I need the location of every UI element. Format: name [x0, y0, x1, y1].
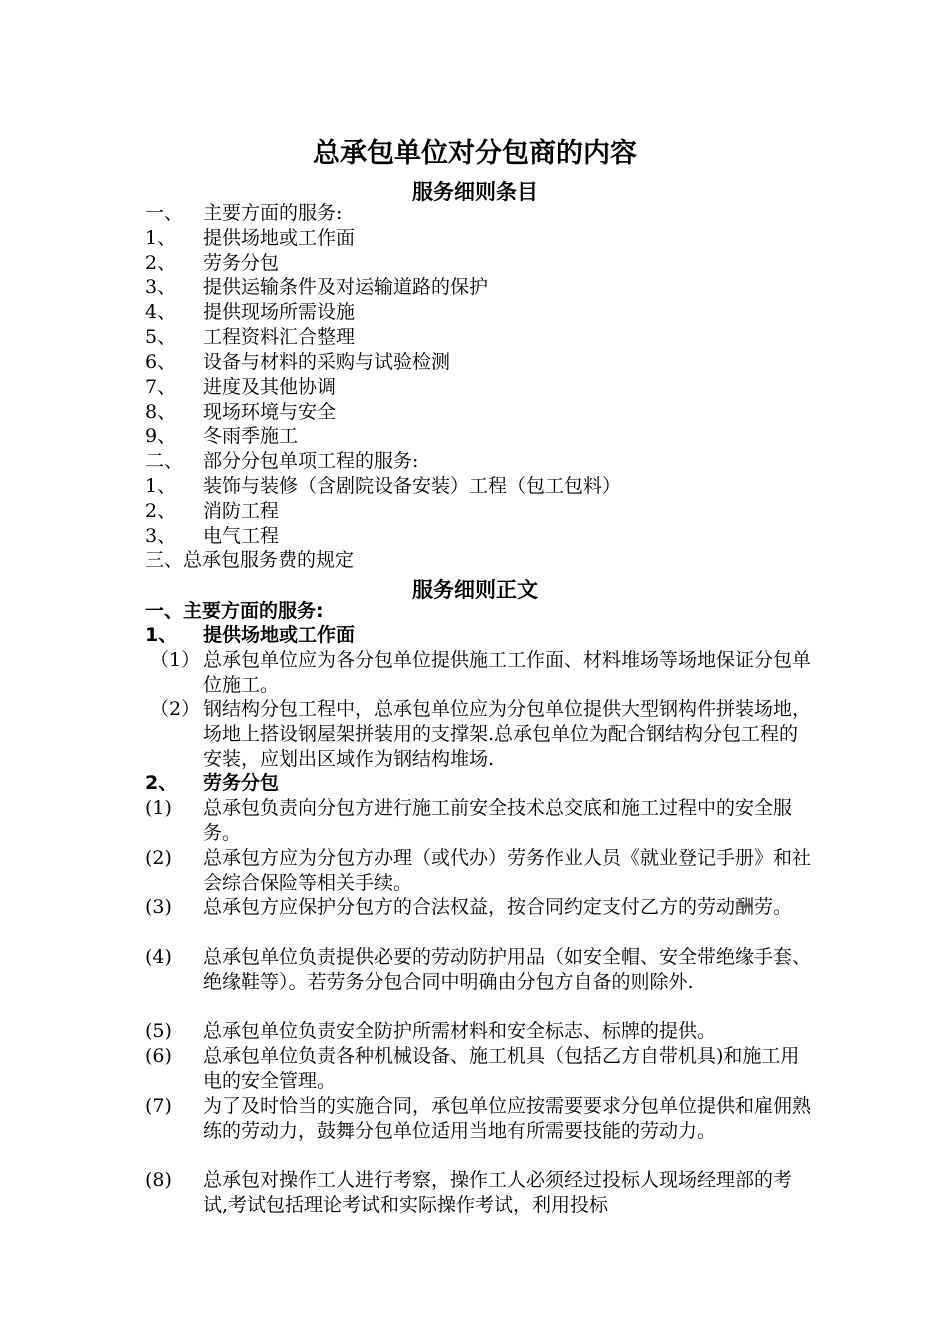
- paragraph-text: 钢结构分包工程中，总承包单位应为分包单位提供大型钢构件拼装场地，场地上搭设钢屋架拼装用的支撑架.总承包单位为配合钢结构分包工程的安装，应划出区域作为钢结构堆场.: [203, 698, 812, 770]
- section-heading: 一、主要方面的服务:: [145, 600, 324, 622]
- paragraph-text: 总承包方应保护分包方的合法权益，按合同约定支付乙方的劳动酬劳。: [203, 896, 793, 918]
- paragraph-item: [145, 846, 825, 896]
- paragraph-item: [145, 648, 825, 698]
- paragraph-number: (7): [145, 1095, 172, 1117]
- paragraph-number: (1): [145, 797, 172, 819]
- paragraph-item: [145, 796, 825, 846]
- toc-item-text: 装饰与装修（含剧院设备安装）工程（包工包料）: [203, 475, 622, 497]
- toc-item-number: 1、: [145, 227, 177, 249]
- toc-item-number: 6、: [145, 351, 177, 373]
- paragraph-item: [145, 945, 825, 995]
- paragraph-number: (5): [145, 1020, 172, 1042]
- paragraph-number: (6): [145, 1045, 172, 1067]
- toc-item-number: 3、: [145, 525, 177, 547]
- subsection-title: 提供场地或工作面: [203, 624, 356, 646]
- paragraph-text: 总承包单位负责各种机械设备、施工机具（包括乙方自带机具)和施工用电的安全管理。: [203, 1045, 800, 1092]
- paragraph-text: 为了及时恰当的实施合同，承包单位应按需要要求分包单位提供和雇佣熟练的劳动力，鼓舞分包单位适用当地有所需要技能的劳动力。: [203, 1095, 812, 1142]
- toc-item-text: 提供场地或工作面: [203, 227, 356, 249]
- toc-item-number: 一、: [145, 202, 184, 224]
- paragraph-number: (3): [145, 896, 172, 918]
- paragraph-number: (8): [145, 1169, 172, 1191]
- toc-item-number: 2、: [145, 500, 177, 522]
- toc-item-number: 3、: [145, 276, 177, 298]
- toc-item-last: 三、总承包服务费的规定: [145, 549, 355, 571]
- toc-item-text: 消防工程: [203, 500, 280, 522]
- toc-item-text: 现场环境与安全: [203, 401, 337, 423]
- toc-item-number: 二、: [145, 450, 184, 472]
- toc-item-text: 进度及其他协调: [203, 376, 337, 398]
- toc-heading: 服务细则条目: [412, 180, 538, 204]
- toc-item-number: 7、: [145, 376, 177, 398]
- toc-item-number: 1、: [145, 475, 177, 497]
- subsection-number: 2、: [145, 772, 178, 794]
- subsection-number: 1、: [145, 624, 178, 646]
- paragraph-text: 总承包单位应为各分包单位提供施工工作面、材料堆场等场地保证分包单位施工。: [203, 649, 812, 696]
- subsection-title: 劳务分包: [203, 772, 280, 794]
- body-heading: 服务细则正文: [412, 578, 538, 602]
- paragraph-number: (2): [145, 847, 172, 869]
- paragraph-item: [145, 697, 825, 772]
- toc-item-text: 部分分包单项工程的服务:: [203, 450, 419, 472]
- toc-item-text: 工程资料汇合整理: [203, 326, 356, 348]
- toc-item-text: 电气工程: [203, 525, 280, 547]
- document-title: 总承包单位对分包商的内容: [313, 138, 637, 169]
- paragraph-item: [145, 1168, 825, 1218]
- toc-item-text: 提供运输条件及对运输道路的保护: [203, 276, 489, 298]
- toc-item-number: 4、: [145, 301, 177, 323]
- toc-item-text: 设备与材料的采购与试验检测: [203, 351, 451, 373]
- paragraph-number: (4): [145, 946, 172, 968]
- paragraph-number: （1）: [150, 649, 201, 671]
- toc-item-text: 主要方面的服务:: [203, 202, 343, 224]
- toc-item-text: 劳务分包: [203, 252, 280, 274]
- paragraph-text: 总承包方应为分包方办理（或代办）劳务作业人员《就业登记手册》和社会综合保险等相关手续。: [203, 847, 812, 894]
- paragraph-item: [145, 1019, 825, 1044]
- toc-item-number: 8、: [145, 401, 177, 423]
- paragraph-number: （2）: [150, 698, 201, 720]
- paragraph-item: [145, 895, 825, 920]
- toc-item-text: 冬雨季施工: [203, 425, 299, 447]
- paragraph-item: [145, 1094, 825, 1144]
- paragraph-text: 总承包对操作工人进行考察，操作工人必须经过投标人现场经理部的考试,考试包括理论考试和实际操作考试，利用投标: [203, 1169, 793, 1216]
- paragraph-item: [145, 1044, 825, 1094]
- paragraph-text: 总承包负责向分包方进行施工前安全技术总交底和施工过程中的安全服务。: [203, 797, 793, 844]
- toc-item-text: 提供现场所需设施: [203, 301, 356, 323]
- toc-item-number: 2、: [145, 252, 177, 274]
- paragraph-text: 总承包单位负责安全防护所需材料和安全标志、标牌的提供。: [203, 1020, 717, 1042]
- toc-item-number: 5、: [145, 326, 177, 348]
- paragraph-text: 总承包单位负责提供必要的劳动防护用品（如安全帽、安全带绝缘手套、绝缘鞋等）。若劳务分包合同中明确由分包方自备的则除外.: [203, 946, 812, 993]
- toc-item-number: 9、: [145, 425, 177, 447]
